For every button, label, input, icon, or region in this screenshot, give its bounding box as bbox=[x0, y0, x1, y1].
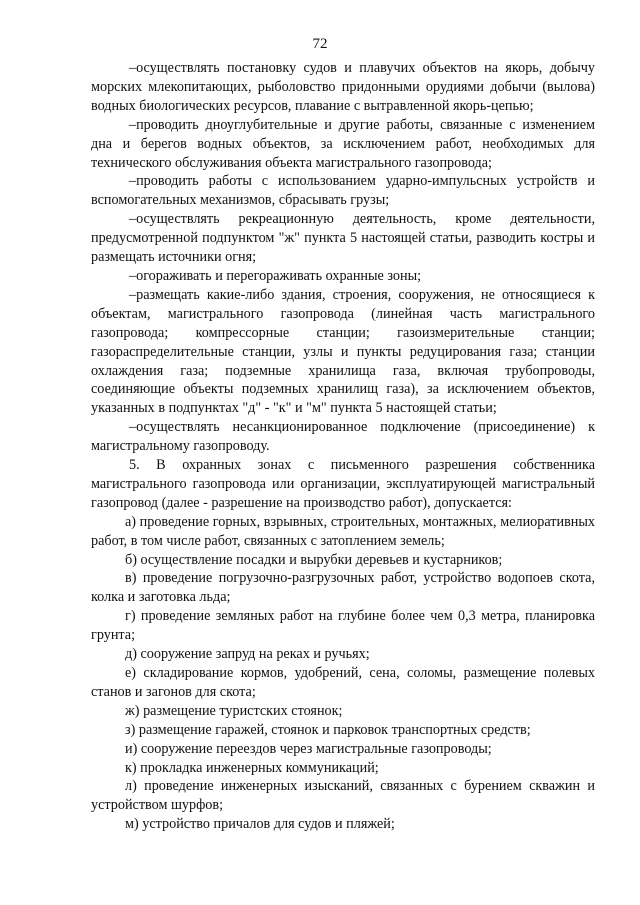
list-item: и) сооружение переездов через магистральные газопроводы; bbox=[125, 740, 492, 757]
paragraph: –проводить дноуглубительные и другие работы, связанные с изменением дна и берегов водных объектов, за исключением работ, необходимых для технического обслуживания объекта магистрального газопровода; bbox=[91, 116, 595, 171]
list-item: а) проведение горных, взрывных, строительных, монтажных, мелиоративных работ, в том числе работ, связанных с затоплением земель; bbox=[91, 513, 595, 549]
paragraph: –осуществлять несанкционированное подключение (присоединение) к магистральному газопроводу. bbox=[91, 419, 595, 455]
paragraph: –осуществлять рекреационную деятельность, кроме деятельности, предусмотренной подпунктом "ж" пункта 5 настоящей статьи, разводить костры и размещать источники огня; bbox=[91, 211, 595, 266]
paragraph: –размещать какие-либо здания, строения, сооружения, не относящиеся к объектам, магистрального газопровода (линейная часть магистрального газопровода; компрессорные станции; газоизмерительные станции; газораспределительные станции, узлы и пункты редуцирования газа; станции охлаждения газа; подземные хранилища газа, включая трубопроводы, соединяющие объекты подземных хранилищ газа), за исключением объектов, указанных в подпунктах "д" - "к" и "м" пункта 5 настоящей статьи; bbox=[91, 286, 595, 417]
list-item: з) размещение гаражей, стоянок и парковок транспортных средств; bbox=[125, 721, 531, 738]
list-item: г) проведение земляных работ на глубине более чем 0,3 метра, планировка грунта; bbox=[91, 608, 595, 644]
page-number: 72 bbox=[312, 36, 328, 52]
list-item: в) проведение погрузочно-разгрузочных работ, устройство водопоев скота, колка и заготовка льда; bbox=[91, 570, 595, 606]
list-item: б) осуществление посадки и вырубки деревьев и кустарников; bbox=[125, 551, 503, 568]
list-item: к) прокладка инженерных коммуникаций; bbox=[125, 759, 379, 776]
list-item: д) сооружение запруд на реках и ручьях; bbox=[125, 646, 370, 663]
document-body bbox=[91, 59, 595, 834]
paragraph: –осуществлять постановку судов и плавучих объектов на якорь, добычу морских млекопитающих, рыболовство придонными орудиями добычи (вылова) водных биологических ресурсов, плавание с вытравленной якорь-цепью; bbox=[91, 60, 595, 114]
list-item: ж) размещение туристских стоянок; bbox=[125, 702, 343, 719]
paragraph: –проводить работы с использованием ударно-импульсных устройств и вспомогательных механизмов, сбрасывать грузы; bbox=[91, 173, 595, 209]
paragraph: –огораживать и перегораживать охранные зоны; bbox=[129, 267, 422, 284]
clause-5-paragraph: 5. В охранных зонах с письменного разрешения собственника магистрального газопровода или организации, эксплуатирующей магистральный газопровод (далее - разрешение на производство работ), допускается: bbox=[91, 457, 595, 511]
list-item: м) устройство причалов для судов и пляжей; bbox=[125, 816, 395, 833]
list-item: л) проведение инженерных изысканий, связанных с бурением скважин и устройством шурфов; bbox=[91, 778, 595, 814]
list-item: е) складирование кормов, удобрений, сена, соломы, размещение полевых станов и загонов для скота; bbox=[91, 665, 595, 700]
